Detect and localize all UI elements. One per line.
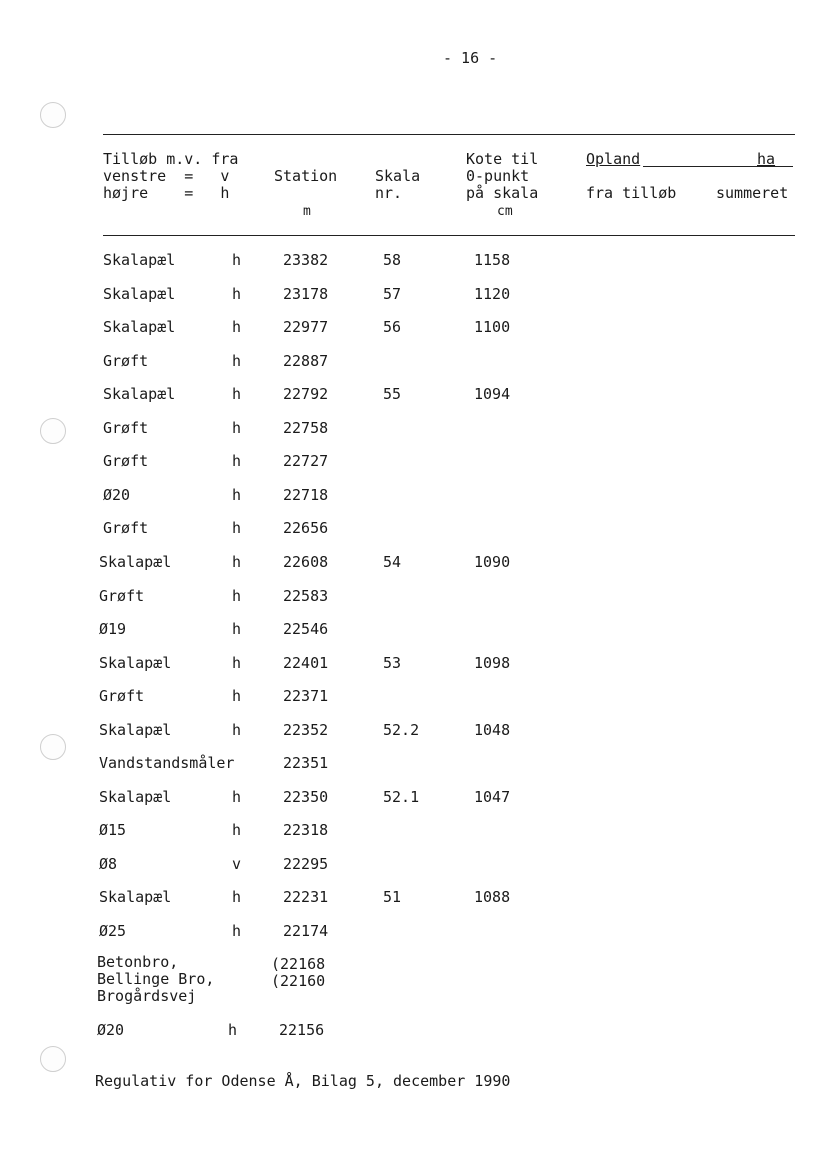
- row-name: Skalapæl: [99, 788, 172, 806]
- row-name: Ø15: [99, 821, 127, 839]
- punch-hole: [40, 418, 66, 444]
- row-name: Ø20: [103, 486, 131, 504]
- header-station: Station: [274, 167, 338, 185]
- header-tillob: Tilløb m.v. fra: [103, 150, 239, 168]
- row-kote: 1094: [474, 385, 511, 403]
- row-station: 22352: [283, 721, 329, 739]
- row-name: Ø19: [99, 620, 127, 638]
- row-side: h: [232, 553, 242, 571]
- row-side: h: [232, 587, 242, 605]
- row-side: h: [232, 922, 242, 940]
- row-side: h: [232, 620, 242, 638]
- header-top-rule: [103, 134, 795, 135]
- header-opland-unit: ha: [757, 150, 776, 168]
- row-name: Ø25: [99, 922, 127, 940]
- row-skala: 51: [383, 888, 402, 906]
- row-name: Skalapæl: [99, 888, 172, 906]
- bridge-name-line2: Bellinge Bro,: [97, 970, 215, 988]
- row-kote: 1090: [474, 553, 511, 571]
- row-name: Skalapæl: [99, 721, 172, 739]
- row-name: Ø8: [99, 855, 118, 873]
- row-name: Ø20: [97, 1021, 125, 1039]
- row-kote: 1048: [474, 721, 511, 739]
- row-station: 22758: [283, 419, 329, 437]
- row-side: h: [232, 654, 242, 672]
- row-name: Vandstandsmåler: [99, 754, 235, 772]
- row-station: 22156: [279, 1021, 325, 1039]
- row-station: 22608: [283, 553, 329, 571]
- row-name: Skalapæl: [103, 285, 176, 303]
- row-station: 22583: [283, 587, 329, 605]
- row-station: 22371: [283, 687, 329, 705]
- page-number: - 16 -: [443, 49, 498, 67]
- row-station: 22977: [283, 318, 329, 336]
- row-side: h: [232, 385, 242, 403]
- row-station: 22727: [283, 452, 329, 470]
- row-station: 22174: [283, 922, 329, 940]
- row-skala: 55: [383, 385, 402, 403]
- header-kote: Kote til: [466, 150, 539, 168]
- row-skala: 52.2: [383, 721, 420, 739]
- row-side: h: [232, 318, 242, 336]
- punch-hole: [40, 734, 66, 760]
- header-station-unit: m: [303, 204, 311, 219]
- row-kote: 1098: [474, 654, 511, 672]
- row-name: Grøft: [99, 687, 145, 705]
- row-station: 23178: [283, 285, 329, 303]
- punch-hole: [40, 1046, 66, 1072]
- row-station: 22546: [283, 620, 329, 638]
- header-summeret: summeret: [716, 184, 789, 202]
- row-station: 22887: [283, 352, 329, 370]
- row-name: Grøft: [99, 587, 145, 605]
- header-opland: Opland: [586, 150, 641, 168]
- header-nulpunkt: 0-punkt: [466, 167, 530, 185]
- row-side: h: [232, 486, 242, 504]
- row-station: 22295: [283, 855, 329, 873]
- header-venstre: venstre = v: [103, 167, 230, 185]
- row-side: h: [232, 285, 242, 303]
- row-side: h: [232, 721, 242, 739]
- row-side: h: [232, 251, 242, 269]
- row-skala: 54: [383, 553, 402, 571]
- row-side: h: [232, 519, 242, 537]
- row-name: Grøft: [103, 452, 149, 470]
- row-station: 22350: [283, 788, 329, 806]
- row-skala: 53: [383, 654, 402, 672]
- row-station: 22318: [283, 821, 329, 839]
- row-side: h: [232, 888, 242, 906]
- footer: Regulativ for Odense Å, Bilag 5, december 1990: [95, 1072, 511, 1090]
- row-name: Skalapæl: [103, 385, 176, 403]
- row-station: 22351: [283, 754, 329, 772]
- row-name: Skalapæl: [103, 318, 176, 336]
- bridge-name-line1: Betonbro,: [97, 953, 179, 971]
- row-skala: 58: [383, 251, 402, 269]
- row-name: Skalapæl: [103, 251, 176, 269]
- header-hojre: højre = h: [103, 184, 230, 202]
- row-station: 22231: [283, 888, 329, 906]
- row-side: h: [232, 419, 242, 437]
- header-skala: Skala: [375, 167, 421, 185]
- row-name: Skalapæl: [99, 553, 172, 571]
- row-side: h: [232, 352, 242, 370]
- row-skala: 52.1: [383, 788, 420, 806]
- row-side: h: [232, 821, 242, 839]
- row-name: Grøft: [103, 519, 149, 537]
- row-kote: 1100: [474, 318, 511, 336]
- header-pa-skala: på skala: [466, 184, 539, 202]
- punch-hole: [40, 102, 66, 128]
- row-kote: 1047: [474, 788, 511, 806]
- bridge-station-2: (22160: [271, 972, 326, 990]
- header-bottom-rule: [103, 235, 795, 236]
- row-skala: 56: [383, 318, 402, 336]
- row-side: v: [232, 855, 242, 873]
- row-kote: 1158: [474, 251, 511, 269]
- header-fra-tillob: fra tilløb: [586, 184, 677, 202]
- row-name: Skalapæl: [99, 654, 172, 672]
- row-side: h: [232, 788, 242, 806]
- row-station: 22792: [283, 385, 329, 403]
- bridge-name-line3: Brogårdsvej: [97, 987, 197, 1005]
- row-skala: 57: [383, 285, 402, 303]
- row-station: 22401: [283, 654, 329, 672]
- row-kote: 1088: [474, 888, 511, 906]
- row-station: 22718: [283, 486, 329, 504]
- row-kote: 1120: [474, 285, 511, 303]
- row-station: 22656: [283, 519, 329, 537]
- row-station: 23382: [283, 251, 329, 269]
- row-side: h: [232, 452, 242, 470]
- header-skala-nr: nr.: [375, 184, 403, 202]
- header-kote-unit: cm: [497, 204, 513, 219]
- row-side: h: [232, 687, 242, 705]
- row-side: h: [228, 1021, 238, 1039]
- row-name: Grøft: [103, 419, 149, 437]
- row-name: Grøft: [103, 352, 149, 370]
- bridge-station-1: (22168: [271, 955, 326, 973]
